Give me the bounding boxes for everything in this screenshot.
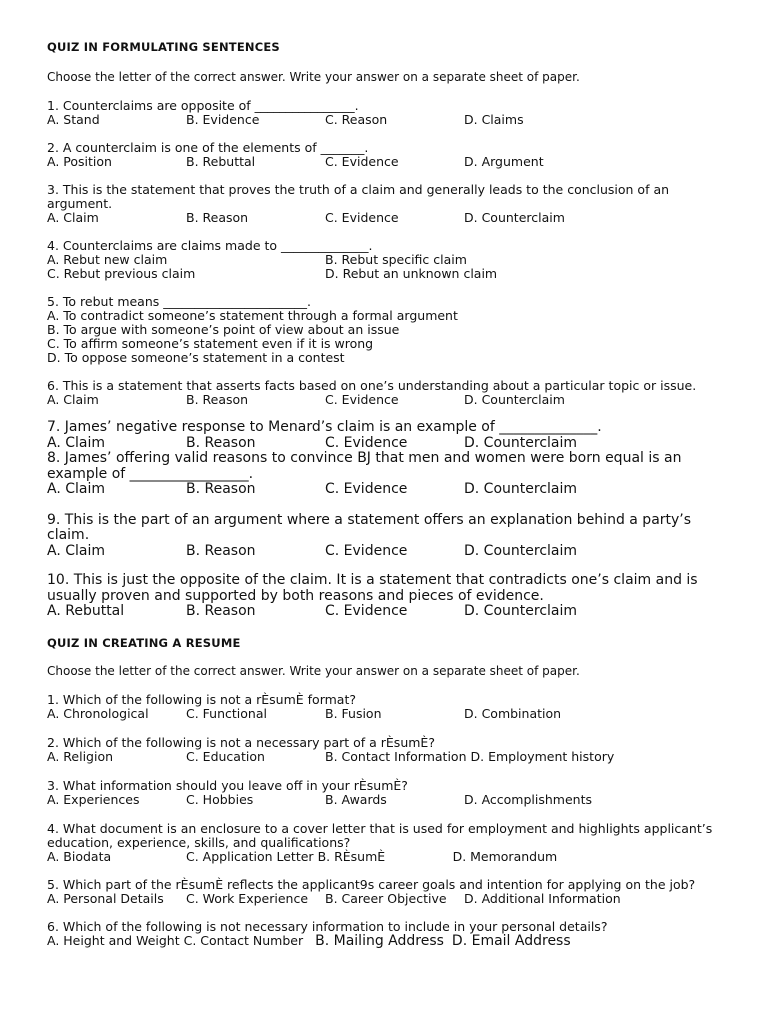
option: D. Counterclaim (464, 603, 578, 619)
question-stem: 9. This is the part of an argument where a statement offers an explanation behind a party’s claim. (47, 511, 696, 543)
options-row (47, 267, 737, 281)
question-stem: 2. A counterclaim is one of the elements of _______. (47, 140, 369, 155)
question-stem: 3. This is the statement that proves the truth of a claim and generally leads to the conclusion of an argument. (47, 182, 674, 211)
quiz2-title: QUIZ IN CREATING A RESUME (47, 635, 241, 650)
options-row (47, 436, 737, 452)
option: C. Evidence (325, 542, 408, 559)
question (47, 693, 737, 721)
option: D. Combination (464, 705, 562, 721)
question (47, 451, 737, 498)
option: A. Claim (47, 481, 106, 497)
option: B. Contact Information (325, 748, 467, 764)
question (47, 822, 737, 864)
option: A. Religion (47, 748, 114, 764)
option: B. Rebut specific claim (325, 252, 467, 267)
option: B. Reason (186, 210, 249, 225)
option: B. RÈsumÈ (317, 848, 386, 864)
question-stem: 2. Which of the following is not a necessary part of a rÈsumÈ? (47, 734, 435, 750)
question-stem: 1. Which of the following is not a rÈsumÈ format? (47, 691, 356, 707)
question-stem: 1. Counterclaims are opposite of ________________. (47, 98, 359, 113)
option: A. Height and Weight (47, 932, 180, 948)
options-row (47, 482, 737, 498)
option: D. Counterclaim (464, 392, 565, 407)
option: A. Claim (47, 434, 106, 451)
quiz2-instructions: Choose the letter of the correct answer. Write your answer on a separate sheet of paper. (47, 663, 580, 678)
option: C. To affirm someone’s statement even if it is wrong (47, 336, 374, 351)
option: B. Reason (186, 392, 249, 407)
question-stem: 8. James’ offering valid reasons to convince BJ that men and women were born equal is an example of _________________. (47, 450, 686, 482)
question (47, 141, 737, 169)
question-stem: 5. To rebut means _______________________. (47, 294, 311, 309)
document-page (47, 40, 737, 948)
option: D. Counterclaim (464, 210, 565, 225)
option: B. Awards (325, 791, 387, 807)
question (47, 420, 737, 451)
option: A. Claim (47, 542, 106, 559)
options-row (47, 604, 737, 620)
question (47, 183, 737, 225)
options-row (47, 850, 737, 864)
option: D. Accomplishments (464, 791, 592, 807)
question (47, 513, 737, 560)
option: D. Rebut an unknown claim (325, 266, 498, 281)
option: A. Personal Details (47, 890, 164, 906)
option: C. Evidence (325, 481, 408, 497)
option: C. Rebut previous claim (47, 266, 196, 281)
options-row (47, 211, 737, 225)
option: A. Chronological (47, 705, 149, 721)
options-row (47, 253, 737, 267)
options-row (47, 892, 737, 906)
question (47, 779, 737, 807)
option: B. Reason (186, 434, 256, 451)
option: D. Memorandum (452, 848, 558, 864)
question-stem: 5. Which part of the rÈsumÈ reflects the applicant9s career goals and intention for applying on the job? (47, 876, 696, 892)
option: B. Reason (186, 481, 256, 497)
option: B. To argue with someone’s point of view about an issue (47, 322, 400, 337)
question (47, 295, 737, 365)
question (47, 878, 737, 906)
options-row (47, 113, 737, 127)
option: A. Biodata (47, 848, 112, 864)
option: A. Rebuttal (47, 603, 125, 619)
question (47, 920, 737, 948)
option: B. Rebuttal (186, 154, 256, 169)
option: C. Evidence (325, 434, 408, 451)
options-row (47, 707, 737, 721)
options-row (47, 750, 737, 764)
options-row (47, 793, 737, 807)
question-stem: 10. This is just the opposite of the claim. It is a statement that contradicts one’s claim and is usually proven and supported by both reasons and pieces of evidence. (47, 572, 703, 604)
quiz1-title: QUIZ IN FORMULATING SENTENCES (47, 40, 280, 54)
option: D. To oppose someone’s statement in a contest (47, 350, 345, 365)
option: C. Education (186, 748, 265, 764)
option: C. Functional (186, 705, 267, 721)
question (47, 239, 737, 281)
question (47, 99, 737, 127)
option: B. Evidence (186, 112, 260, 127)
option: D. Argument (464, 154, 544, 169)
question-stem: 6. This is a statement that asserts facts based on one’s understanding about a particular topic or issue. (47, 378, 697, 393)
option: A. Stand (47, 112, 100, 127)
question (47, 736, 737, 764)
question-stem: 7. James’ negative response to Menard’s claim is an example of ______________. (47, 419, 602, 435)
option: B. Reason (186, 542, 256, 559)
options-row (47, 934, 737, 948)
option: A. Position (47, 154, 112, 169)
option: A. Experiences (47, 791, 140, 807)
option: D. Counterclaim (464, 434, 578, 451)
option: D. Email Address (451, 932, 571, 949)
option: C. Evidence (325, 603, 408, 619)
option: B. Mailing Address (315, 932, 444, 949)
option: C. Evidence (325, 154, 399, 169)
option: D. Counterclaim (464, 542, 578, 559)
question-stem: 6. Which of the following is not necessary information to include in your personal details? (47, 918, 608, 934)
option: B. Career Objective (325, 890, 447, 906)
question (47, 573, 737, 620)
option: C. Evidence (325, 392, 399, 407)
option: C. Contact Number (183, 932, 304, 948)
options-row (47, 155, 737, 169)
option: B. Reason (186, 603, 256, 619)
option: C. Work Experience (186, 890, 309, 906)
option: D. Employment history (470, 748, 615, 764)
option: B. Fusion (325, 705, 382, 721)
question-stem: 3. What information should you leave off in your rÈsumÈ? (47, 777, 408, 793)
question-stem: 4. Counterclaims are claims made to ______________. (47, 238, 373, 253)
options-row (47, 544, 737, 560)
option: C. Evidence (325, 210, 399, 225)
options-row (47, 393, 737, 407)
option: D. Additional Information (464, 890, 621, 906)
option: A. Claim (47, 210, 99, 225)
option: C. Reason (325, 112, 388, 127)
option: A. Claim (47, 392, 99, 407)
quiz1-instructions: Choose the letter of the correct answer. Write your answer on a separate sheet of paper. (47, 70, 580, 84)
option: D. Claims (464, 112, 524, 127)
question (47, 379, 737, 407)
option: A. Rebut new claim (47, 252, 168, 267)
option: A. To contradict someone’s statement through a formal argument (47, 308, 458, 323)
question-stem: 4. What document is an enclosure to a cover letter that is used for employment and highlights applicant’s education, experience, skills, and qualifications? (47, 820, 717, 850)
options-list (47, 309, 737, 365)
option: C. Application Letter (186, 848, 314, 864)
option: C. Hobbies (186, 791, 254, 807)
option: D. Counterclaim (464, 481, 578, 497)
